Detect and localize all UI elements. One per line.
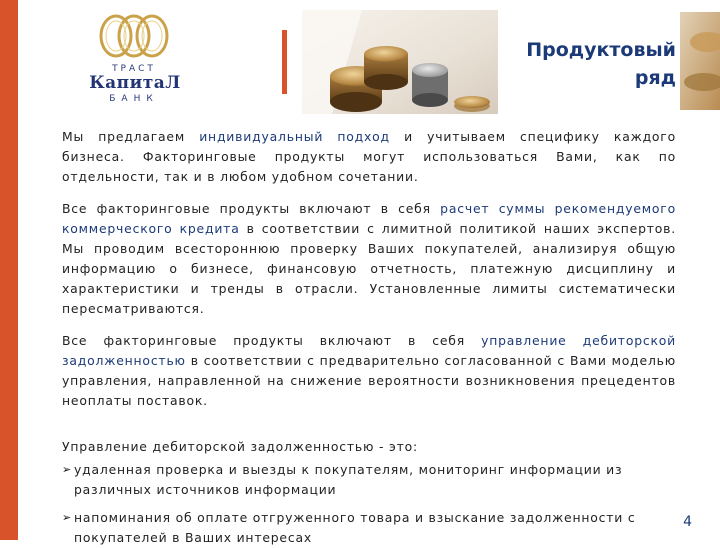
paragraph — [62, 199, 676, 319]
paragraph-text: в соответствии с предварительно согласованной с Вами моделью управления, направленной на снижение вероятности возникновения прецедентов неоплаты поставок. — [62, 353, 676, 408]
logo-text-bottom: БАНК — [109, 94, 159, 104]
list-item — [62, 460, 676, 500]
paragraph — [62, 331, 676, 411]
title-accent-bar — [282, 30, 287, 94]
list-item — [62, 508, 676, 548]
paragraph-text: Все факторинговые продукты включают в себя — [62, 201, 441, 216]
logo-text-top: ТРАСТ — [112, 64, 156, 74]
highlighted-term: расчет суммы рекомендуемого коммерческого кредита — [62, 201, 676, 236]
main-content — [62, 127, 676, 548]
highlighted-term: управление дебиторской задолженностью — [62, 333, 677, 368]
photo-strip-right — [680, 12, 720, 110]
paragraph — [62, 127, 676, 187]
bank-logo — [80, 12, 190, 102]
left-accent-stripe — [0, 0, 18, 540]
list-intro: Управление дебиторской задолженностью - это: — [62, 439, 418, 454]
paragraph-text: в соответствии с лимитной политикой наших экспертов. Мы проводим всестороннюю проверку Ваших покупателей, анализируя общую информацию о бизнесе, финансовую отчетность, платежную дисциплину и характеристики и тренды в отрасли. Установленные лимиты систематически пересматриваются. — [62, 221, 676, 316]
page-number: 4 — [683, 514, 692, 530]
coins-photo — [302, 10, 498, 114]
page-title: Продуктовый ряд — [526, 39, 676, 89]
highlighted-term: индивидуальный подход — [199, 129, 390, 144]
paragraph-text: Все факторинговые продукты включают в себя — [62, 333, 482, 348]
paragraph-text: и учитываем специфику каждого бизнеса. Факторинговые продукты могут использоваться Вами, как по отдельности, так и в любом удобном сочетании. — [62, 129, 677, 184]
arrow-bullet-icon: ➢ — [62, 511, 73, 524]
arrow-bullet-icon: ➢ — [62, 463, 73, 476]
list-item-text: напоминания об оплате отгруженного товара и взыскание задолженности с покупателей в Ваших интересах — [74, 510, 636, 545]
paragraph-text: Мы предлагаем — [62, 129, 200, 144]
list-item-text: удаленная проверка и выезды к покупателям, мониторинг информации из различных источников информации — [74, 462, 623, 497]
logo-text-name: КапитаЛ — [89, 73, 181, 93]
logo-rings-icon — [90, 12, 180, 64]
